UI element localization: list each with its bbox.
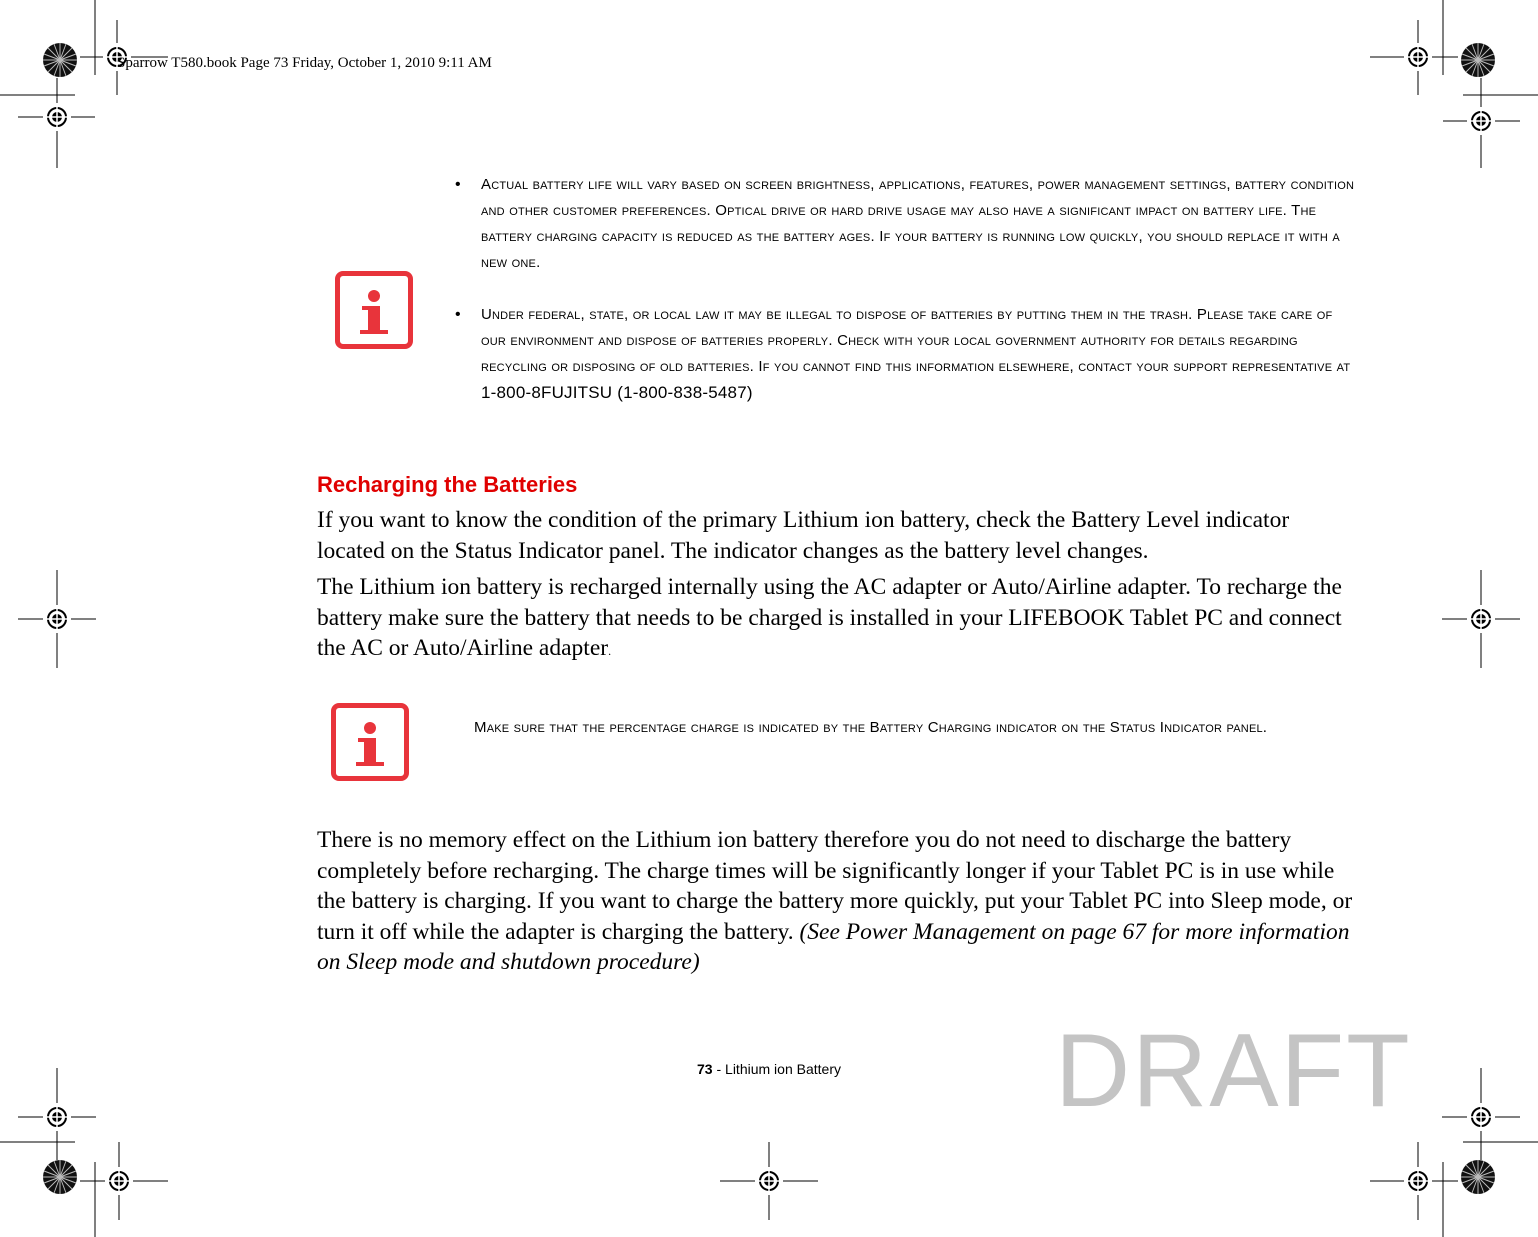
note-bullet-1	[455, 172, 1356, 276]
draft-watermark: DRAFT	[1055, 1013, 1412, 1129]
info-icon	[335, 271, 413, 349]
note-bullet-2-text: Under federal, state, or local law it may be illegal to dispose of batteries by putting them in the trash. Please take care of our environment and dispose of batteries properly. Check with your local government authority for details regarding recycling or disposing of old batteries. If you cannot find this information elsewhere, contact your support representative at	[481, 306, 1351, 375]
bullet-symbol: •	[455, 176, 461, 193]
paragraph-battery-level	[317, 505, 1361, 566]
bullet-symbol: •	[455, 306, 461, 323]
info-icon	[331, 703, 409, 781]
page-number: 73	[697, 1061, 713, 1077]
note-bullet-1-text: Actual battery life will vary based on screen brightness, applications, features, power management settings, battery condition and other customer preferences. Optical drive or hard drive usage may also have a significant impact on battery life. The battery charging capacity is reduced as the battery ages. If your battery is running low quickly, you should replace it with a new one.	[481, 176, 1355, 271]
paragraph-memory-effect	[317, 825, 1361, 978]
paragraph-battery-level-text: If you want to know the condition of the primary Lithium ion battery, check the Battery Level indicator located on the Status Indicator panel. The indicator changes as the battery level changes.	[317, 507, 1290, 564]
note-charging-indicator-text: Make sure that the percentage charge is indicated by the Battery Charging indicator on the Status Indicator panel.	[474, 719, 1268, 736]
footer-section-label: - Lithium ion Battery	[712, 1061, 841, 1077]
section-heading: Recharging the Batteries	[317, 472, 578, 497]
power-management-reference: (See Power Management on page 67 for more information on Sleep mode and shutdown procedure)	[317, 918, 1350, 975]
note-bullet-2	[455, 302, 1356, 407]
support-phone: 1-800-8FUJITSU (1-800-838-5487)	[481, 383, 753, 402]
paragraph-memory-effect-text: There is no memory effect on the Lithium ion battery therefore you do not need to discharge the battery completely before recharging. The charge times will be significantly longer if your Tablet PC is in use while the battery is charging. If you want to charge the battery more quickly, put your Tablet PC into Sleep mode, or turn it off while the adapter is charging the battery.	[317, 827, 1353, 945]
note-charging-indicator	[474, 715, 1354, 741]
paragraph-recharge-end: .	[608, 644, 612, 658]
book-header: Sparrow T580.book Page 73 Friday, October 1, 2010 9:11 AM	[117, 55, 492, 71]
paragraph-recharge	[317, 572, 1361, 667]
paragraph-recharge-text: The Lithium ion battery is recharged internally using the AC adapter or Auto/Airline adapter. To recharge the battery make sure the battery that needs to be charged is installed in your LIFEBOOK Tablet PC and connect the AC or Auto/Airline adapter	[317, 574, 1342, 661]
